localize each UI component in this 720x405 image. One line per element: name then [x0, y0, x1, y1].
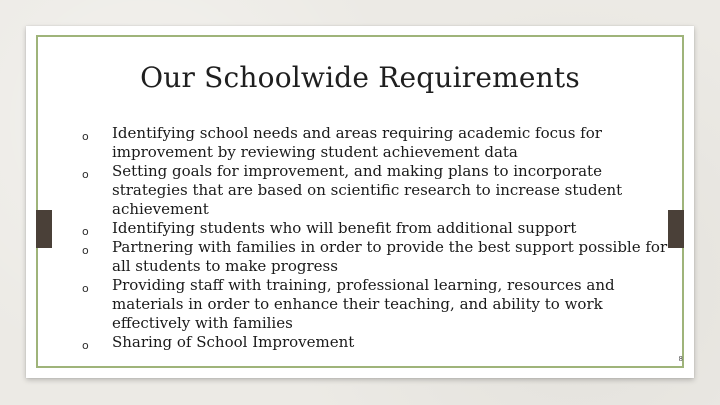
bullet-marker: o	[82, 130, 89, 143]
requirement-text: Setting goals for improvement, and making plans to incorporate strategies that are based on scientific research to increase student achievement	[112, 162, 623, 218]
requirement-item	[82, 333, 670, 352]
slide-title: Our Schoolwide Requirements	[140, 61, 580, 94]
requirement-item	[82, 276, 670, 333]
bullet-marker: o	[82, 282, 89, 295]
requirement-text: Sharing of School Improvement	[112, 333, 355, 351]
requirement-text: Identifying school needs and areas requiring academic focus for improvement by reviewing student achievement data	[112, 124, 602, 161]
requirement-text: Providing staff with training, professional learning, resources and materials in order to enhance their teaching, and ability to work effectively with families	[112, 276, 615, 332]
requirement-text: Partnering with families in order to provide the best support possible for all students to make progress	[112, 238, 668, 275]
right-side-tab	[668, 210, 684, 248]
slide-card	[26, 26, 694, 378]
requirement-item	[82, 124, 670, 162]
left-side-tab	[36, 210, 52, 248]
bullet-marker: o	[82, 168, 89, 181]
requirement-item	[82, 162, 670, 219]
requirement-item	[82, 219, 670, 238]
bullet-marker: o	[82, 244, 89, 257]
page-number: 8	[678, 355, 683, 363]
requirements-list	[82, 124, 670, 352]
requirement-item	[82, 238, 670, 276]
requirement-text: Identifying students who will benefit from additional support	[112, 219, 577, 237]
bullet-marker: o	[82, 339, 89, 352]
bullet-marker: o	[82, 225, 89, 238]
